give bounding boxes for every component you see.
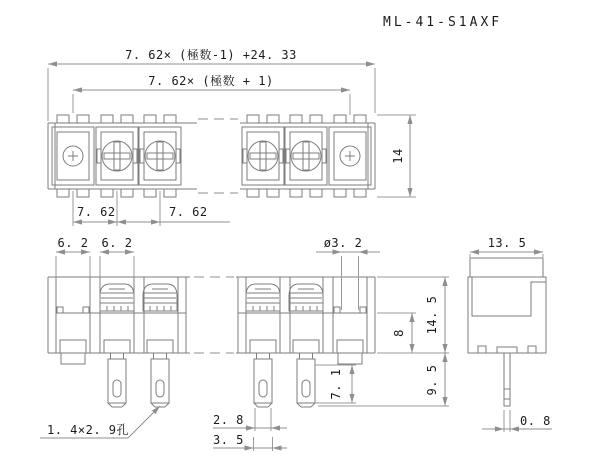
side-view-body bbox=[468, 258, 546, 353]
pedestal bbox=[104, 340, 130, 353]
dim-depth-label: 14 bbox=[391, 148, 405, 164]
front-cell-empty bbox=[334, 307, 366, 313]
front-cell-screw bbox=[100, 284, 134, 311]
dim-opening-a-label: 6. 2 bbox=[57, 236, 89, 250]
mounting-foot bbox=[338, 353, 362, 364]
terminal-cell-screw bbox=[242, 127, 284, 185]
part-number-title: ML-41-S1AXF bbox=[383, 15, 503, 30]
front-cell-screw bbox=[289, 284, 323, 311]
solder-pin bbox=[297, 353, 315, 407]
pedestal bbox=[60, 340, 86, 353]
front-view-body bbox=[48, 277, 375, 353]
pedestal bbox=[250, 340, 276, 353]
top-view-dimensions bbox=[48, 47, 416, 226]
pedestal bbox=[337, 340, 363, 353]
solder-pin bbox=[151, 353, 169, 407]
dim-pin-below-label: 9. 5 bbox=[425, 364, 439, 396]
dim-center-span-label: 7. 62× (極数 + 1) bbox=[148, 74, 274, 88]
dim-opening-b-label: 6. 2 bbox=[101, 236, 133, 250]
dim-pitch-a-label: 7. 62 bbox=[77, 205, 116, 219]
terminal-cell-screw bbox=[139, 127, 181, 185]
pin-hole-note-label: 1. 4×2. 9孔 bbox=[47, 423, 130, 437]
dim-lower-height-label: 8 bbox=[392, 329, 406, 337]
dim-pin-width-label: 2. 8 bbox=[213, 413, 244, 427]
dim-total-height-label: 14. 5 bbox=[425, 295, 439, 335]
terminal-cell-screw bbox=[96, 127, 138, 185]
front-view bbox=[48, 277, 375, 407]
dim-pin-base-label: 3. 5 bbox=[213, 433, 244, 447]
mounting-tab bbox=[290, 115, 322, 123]
leader-line bbox=[128, 406, 160, 438]
mounting-tab bbox=[101, 115, 133, 123]
dim-pitch-b-label: 7. 62 bbox=[169, 205, 208, 219]
dim-pin-length-label: 7. 1 bbox=[329, 368, 343, 400]
front-cell-empty bbox=[57, 307, 89, 313]
mounting-tab bbox=[57, 115, 89, 123]
dim-overall-length-label: 7. 62× (極数-1) +24. 33 bbox=[125, 48, 297, 62]
mounting-tab bbox=[144, 115, 176, 123]
front-view-dimensions bbox=[40, 236, 449, 451]
mounting-tab bbox=[247, 189, 279, 197]
front-cell-screw bbox=[143, 284, 177, 311]
mounting-tab bbox=[334, 189, 366, 197]
top-view bbox=[48, 115, 375, 197]
mounting-tab bbox=[334, 115, 366, 123]
mounting-foot bbox=[61, 353, 85, 364]
mounting-tab bbox=[290, 189, 322, 197]
dim-pin-thickness-label: 0. 8 bbox=[520, 414, 551, 428]
solder-pin bbox=[254, 353, 272, 407]
dim-side-width-label: 13. 5 bbox=[487, 236, 527, 250]
mounting-tab bbox=[247, 115, 279, 123]
pedestal bbox=[293, 340, 319, 353]
dim-screw-hole-label: ø3. 2 bbox=[323, 236, 363, 250]
solder-pin bbox=[108, 353, 126, 407]
terminal-cell-plain bbox=[329, 127, 371, 185]
side-view bbox=[468, 236, 552, 432]
front-cell-screw bbox=[246, 284, 280, 311]
terminal-cell-plain bbox=[52, 127, 94, 185]
pedestal bbox=[147, 340, 173, 353]
side-view-pin bbox=[504, 353, 510, 406]
terminal-cell-screw bbox=[285, 127, 327, 185]
